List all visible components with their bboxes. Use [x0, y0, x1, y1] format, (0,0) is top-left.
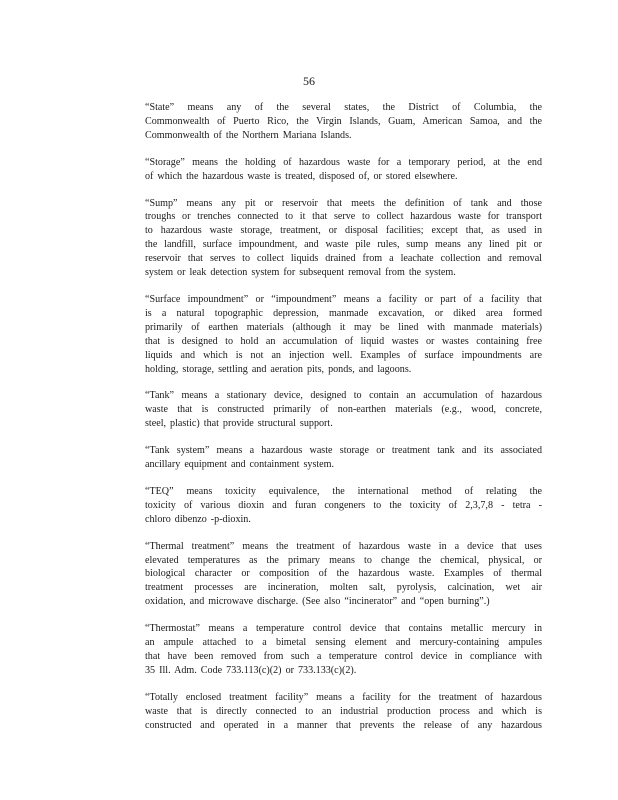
paragraph-line: reservoir that serves to collect liquids drained from a leachate collection and removal	[145, 253, 542, 265]
paragraph-line: biological character or composition of the hazardous waste. Examples of thermal	[145, 568, 542, 580]
page-number: 56	[303, 74, 315, 88]
paragraph-line: “Surface impoundment” or “impoundment” means a facility or part of a facility that	[145, 293, 542, 305]
paragraph-line: constructed and operated in a manner that prevents the release of any hazardous	[145, 719, 542, 731]
paragraph-line: liquids and which is not an injection well. Examples of surface impoundments are	[145, 349, 542, 361]
definition-paragraph	[145, 485, 542, 527]
definitions-body	[145, 101, 542, 746]
paragraph-line: “Sump” means any pit or reservoir that meets the definition of tank and those	[145, 197, 542, 209]
paragraph-line: “Tank system” means a hazardous waste storage or treatment tank and its associated	[145, 445, 542, 457]
definition-paragraph	[145, 156, 542, 184]
paragraph-line: primarily of earthen materials (although it may be lined with manmade materials)	[145, 321, 542, 333]
definition-paragraph	[145, 101, 542, 143]
paragraph-line: toxicity of various dioxin and furan congeners to the toxicity of 2,3,7,8 - tetra -	[145, 499, 542, 511]
definition-paragraph	[145, 691, 542, 733]
paragraph-line: waste that is directly connected to an industrial production process and which is	[145, 705, 542, 717]
paragraph-line: “Thermostat” means a temperature control device that contains metallic mercury in	[145, 623, 542, 635]
paragraph-line: “State” means any of the several states, the District of Columbia, the	[145, 102, 542, 113]
paragraph-line: chloro dibenzo -p-dioxin.	[145, 513, 251, 525]
paragraph-line: “Storage” means the holding of hazardous waste for a temporary period, at the end	[145, 156, 542, 168]
definition-paragraph	[145, 389, 542, 431]
paragraph-line: Commonwealth of the Northern Mariana Islands.	[145, 129, 352, 141]
definition-paragraph	[145, 293, 542, 376]
definition-paragraph	[145, 622, 542, 678]
paragraph-line: holding, storage, settling and aeration pits, ponds, and lagoons.	[145, 363, 412, 375]
paragraph-line: ancillary equipment and containment system.	[145, 459, 335, 471]
paragraph-line: system or leak detection system for subsequent removal from the system.	[145, 267, 456, 279]
definition-paragraph	[145, 540, 542, 610]
paragraph-line: waste that is constructed primarily of non-earthen materials (e.g., wood, concrete,	[145, 404, 542, 416]
paragraph-line: oxidation, and microwave discharge. (See also “incinerator” and “open burning”.)	[145, 596, 490, 608]
paragraph-line: elevated temperatures as the primary means to change the chemical, physical, or	[145, 554, 542, 566]
paragraph-line: “Thermal treatment” means the treatment of hazardous waste in a device that uses	[145, 540, 542, 552]
paragraph-line: to hazardous waste storage, treatment, or disposal facilities; except that, as used in	[145, 225, 542, 237]
paragraph-line: of which the hazardous waste is treated, disposed of, or stored elsewhere.	[145, 170, 458, 182]
definition-paragraph	[145, 444, 542, 472]
paragraph-line: Commonwealth of Puerto Rico, the Virgin Islands, Guam, American Samoa, and the	[145, 115, 542, 127]
paragraph-line: that is designed to hold an accumulation of liquid wastes or wastes containing free	[145, 335, 542, 347]
paragraph-line: “Totally enclosed treatment facility” means a facility for the treatment of hazardous	[145, 691, 542, 703]
definition-paragraph	[145, 197, 542, 280]
paragraph-line: is a natural topographic depression, manmade excavation, or diked area formed	[145, 307, 542, 319]
paragraph-line: steel, plastic) that provide structural support.	[145, 418, 333, 430]
paragraph-line: 35 Ill. Adm. Code 733.113(c)(2) or 733.133(c)(2).	[145, 664, 357, 676]
paragraph-line: troughs or trenches connected to it that serve to collect hazardous waste for transport	[145, 211, 542, 223]
paragraph-line: that have been removed from such a temperature control device in compliance with	[145, 651, 542, 662]
paragraph-line: treatment processes are incineration, molten salt, pyrolysis, calcination, wet air	[145, 582, 542, 594]
paragraph-line: “TEQ” means toxicity equivalence, the international method of relating the	[145, 485, 542, 497]
paragraph-line: the landfill, surface impoundment, and waste pile rules, sump means any lined pit or	[145, 239, 542, 251]
paragraph-line: an ampule attached to a bimetal sensing element and mercury-containing ampules	[145, 637, 542, 649]
paragraph-line: “Tank” means a stationary device, designed to contain an accumulation of hazardous	[145, 390, 542, 402]
